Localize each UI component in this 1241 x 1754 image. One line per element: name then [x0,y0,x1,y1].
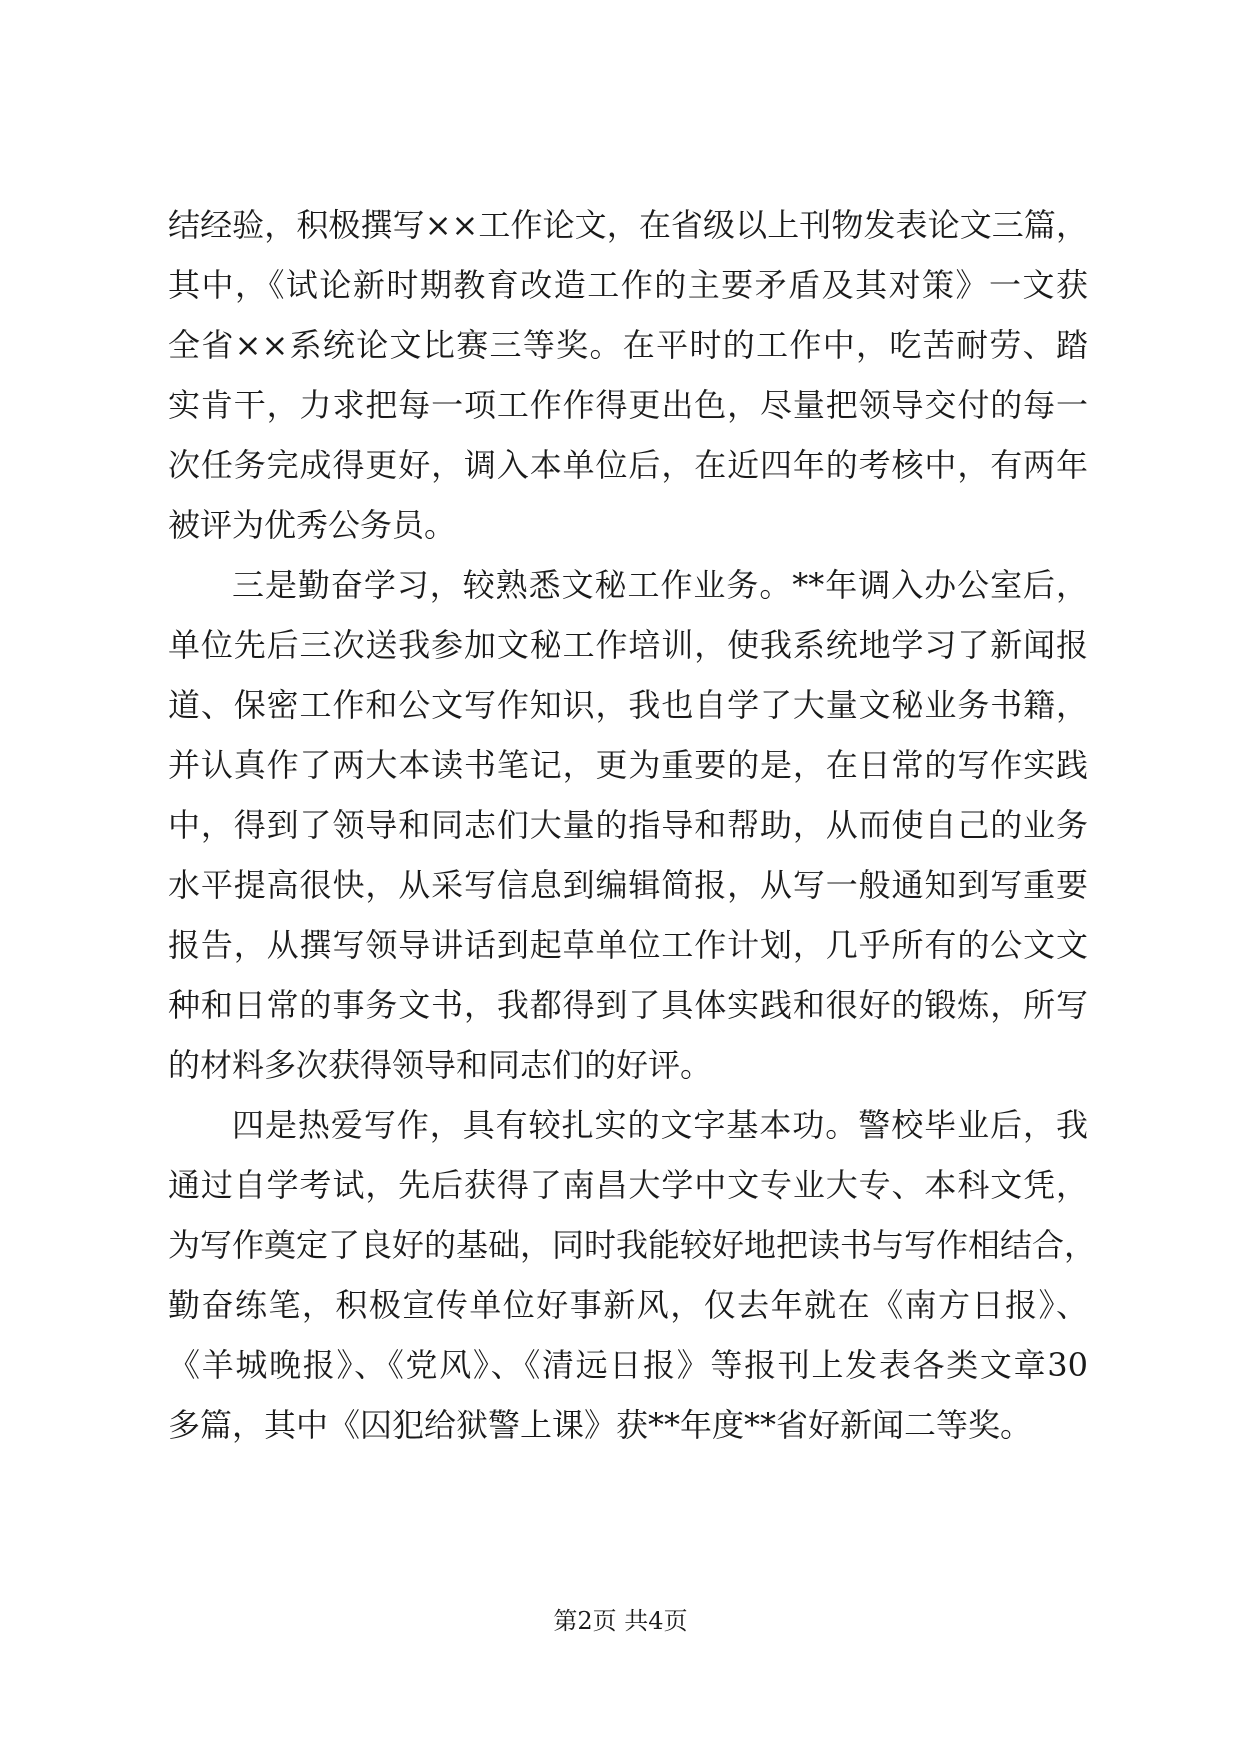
text-line-12: 水平提高很快，从采写信息到编辑简报，从写一般通知到写重要 [168,866,1088,904]
text-line-1: 结经验，积极撰写××工作论文，在省级以上刊物发表论文三篇， [168,206,1088,244]
text-line-10: 并认真作了两大本读书笔记，更为重要的是，在日常的写作实践 [168,746,1088,784]
page-footer: 第2页 共4页 [553,1607,688,1635]
text-line-17: 通过自学考试，先后获得了南昌大学中文专业大专、本科文凭， [168,1166,1088,1204]
text-line-15: 的材料多次获得领导和同志们的好评。 [168,1046,713,1084]
text-line-20: 《羊城晚报》、《党风》、《清远日报》等报刊上发表各类文章30 [168,1346,1088,1384]
document-body [168,195,1097,1455]
text-line-19: 勤奋练笔，积极宣传单位好事新风，仅去年就在《南方日报》、 [168,1286,1088,1324]
text-line-5: 次任务完成得更好，调入本单位后，在近四年的考核中，有两年 [168,446,1088,484]
text-line-3: 全省××系统论文比赛三等奖。在平时的工作中，吃苦耐劳、踏 [168,326,1088,364]
text-line-18: 为写作奠定了良好的基础，同时我能较好地把读书与写作相结合， [168,1226,1097,1264]
text-line-9: 道、保密工作和公文写作知识，我也自学了大量文秘业务书籍， [168,686,1088,724]
text-line-11: 中，得到了领导和同志们大量的指导和帮助，从而使自己的业务 [168,806,1088,844]
text-line-13: 报告，从撰写领导讲话到起草单位工作计划，几乎所有的公文文 [168,926,1088,964]
text-line-2: 其中，《试论新时期教育改造工作的主要矛盾及其对策》一文获 [168,266,1088,304]
text-line-14: 种和日常的事务文书，我都得到了具体实践和很好的锻炼，所写 [168,986,1088,1024]
paragraph-4-first-line: 四是热爱写作，具有较扎实的文字基本功。警校毕业后，我 [232,1106,1088,1144]
text-line-21: 多篇，其中《囚犯给狱警上课》获**年度**省好新闻二等奖。 [168,1406,1033,1444]
paragraph-3-first-line: 三是勤奋学习，较熟悉文秘工作业务。**年调入办公室后， [232,566,1088,604]
text-line-6: 被评为优秀公务员。 [168,506,457,544]
text-line-8: 单位先后三次送我参加文秘工作培训，使我系统地学习了新闻报 [168,626,1088,664]
text-line-4: 实肯干，力求把每一项工作作得更出色，尽量把领导交付的每一 [168,386,1088,424]
